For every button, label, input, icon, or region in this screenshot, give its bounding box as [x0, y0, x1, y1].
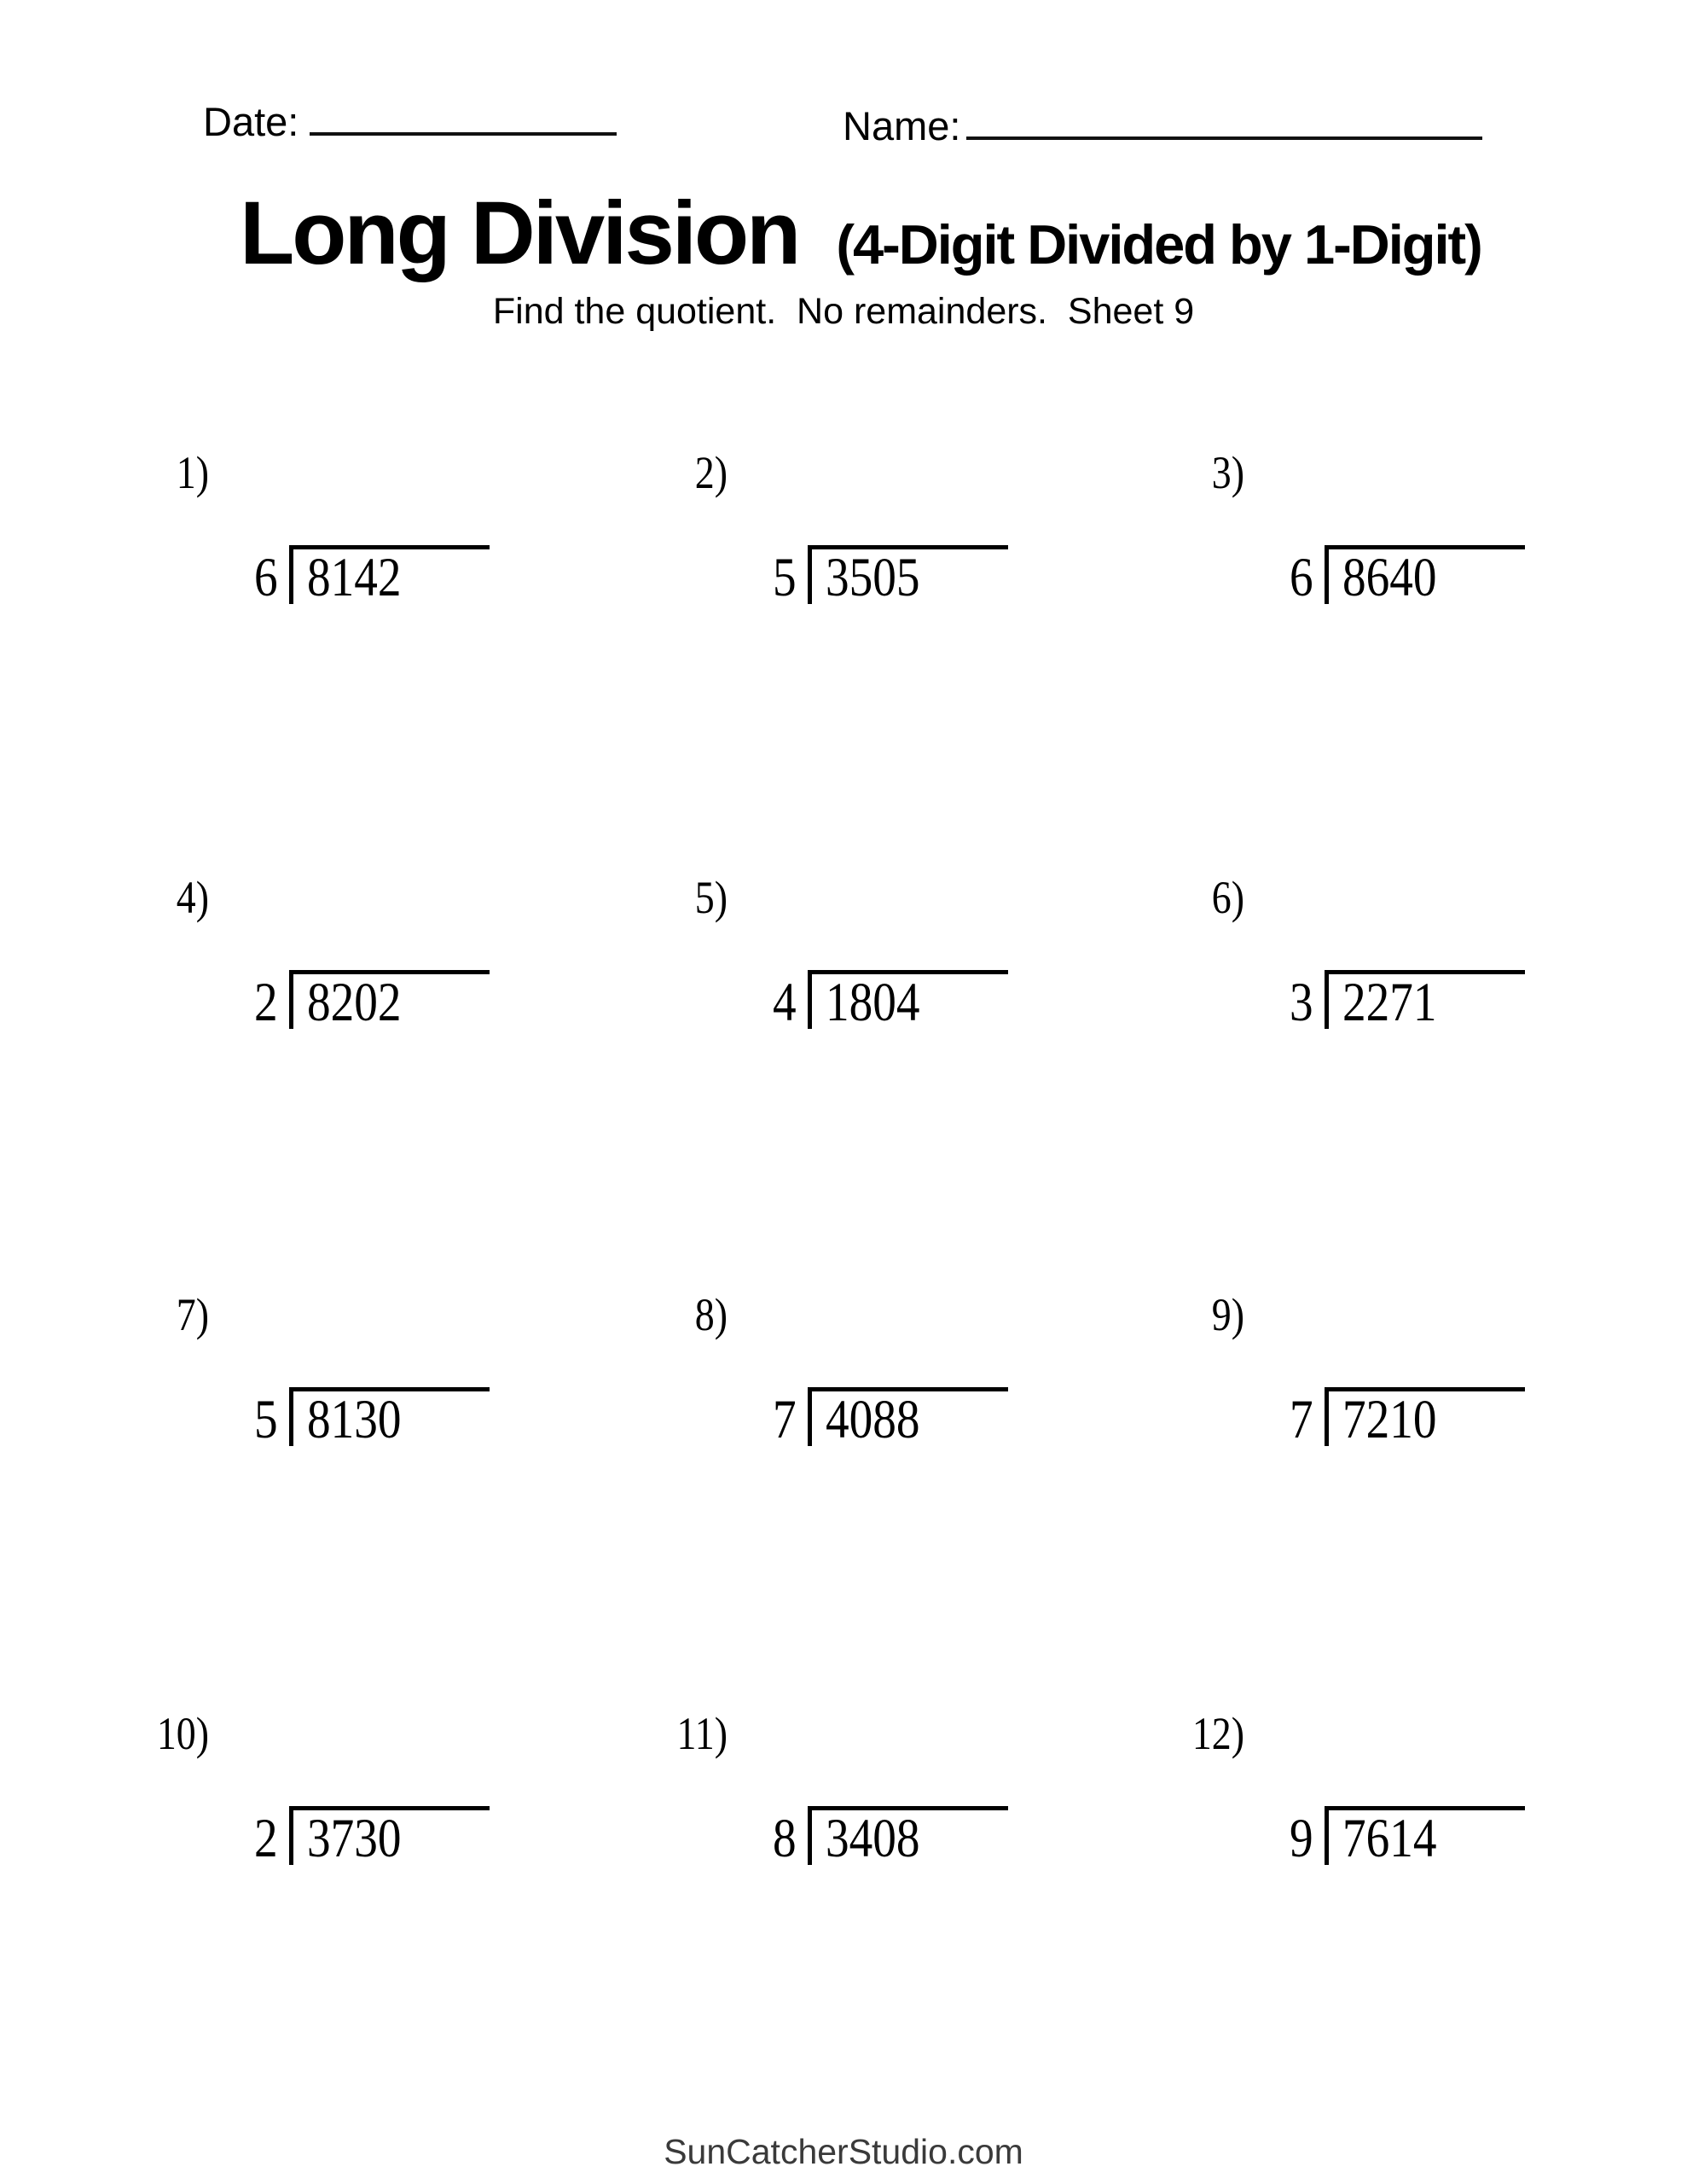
problem-6 [1163, 874, 1667, 1071]
division-expression [1290, 1806, 1525, 1869]
divisor: 6 [1290, 547, 1313, 608]
problem-1 [128, 447, 631, 646]
problem-5 [646, 874, 1150, 1071]
instructions: Find the quotient. No remainders. Sheet 9 [492, 291, 1195, 332]
problem-11 [646, 1708, 1150, 1907]
division-expression [773, 1806, 1008, 1869]
division-bracket [289, 545, 490, 608]
division-bracket [1325, 1806, 1525, 1869]
problem-number: 7) [176, 1289, 209, 1340]
divisor: 3 [1290, 972, 1313, 1033]
divisor: 2 [254, 1808, 278, 1869]
division-bracket [808, 970, 1008, 1033]
division-expression [1290, 970, 1525, 1033]
dividend: 8142 [306, 547, 401, 608]
problem-10 [128, 1708, 631, 1907]
title-row [0, 183, 1687, 283]
division-bracket [808, 1806, 1008, 1869]
division-expression [773, 1387, 1008, 1450]
division-bracket [289, 1387, 490, 1450]
date-label: Date: [203, 99, 299, 144]
dividend: 3408 [825, 1808, 919, 1869]
divisor: 8 [773, 1808, 797, 1869]
dividend: 2271 [1342, 972, 1436, 1033]
division-bracket [1325, 970, 1525, 1033]
division-expression [254, 970, 490, 1033]
dividend: 7210 [1342, 1389, 1436, 1450]
division-expression [773, 970, 1008, 1033]
division-bracket [289, 970, 490, 1033]
divisor: 5 [254, 1389, 278, 1450]
problem-number: 9) [1211, 1289, 1244, 1340]
division-bracket [1325, 545, 1525, 608]
divisor: 6 [254, 547, 278, 608]
divisor: 2 [254, 972, 278, 1033]
division-bracket [808, 545, 1008, 608]
problem-4 [128, 874, 631, 1071]
dividend: 1804 [825, 972, 919, 1033]
dividend: 8640 [1342, 547, 1436, 608]
problem-number: 1) [176, 447, 209, 498]
name-label: Name: [843, 103, 961, 148]
divisor: 9 [1290, 1808, 1313, 1869]
division-bracket [808, 1387, 1008, 1450]
dividend: 7614 [1342, 1808, 1436, 1869]
divisor: 7 [1290, 1389, 1313, 1450]
dividend: 3505 [825, 547, 919, 608]
division-bracket [289, 1806, 490, 1869]
division-expression [773, 545, 1008, 608]
problem-number: 5) [694, 872, 728, 923]
problem-8 [646, 1289, 1150, 1488]
division-bracket [1325, 1387, 1525, 1450]
page-title-suffix: (4-Digit Divided by 1-Digit) [836, 213, 1481, 276]
problem-7 [128, 1289, 631, 1488]
division-expression [254, 1387, 490, 1450]
problem-number: 10) [156, 1708, 209, 1759]
division-expression [254, 1806, 490, 1869]
problem-number: 2) [694, 447, 728, 498]
problem-12 [1163, 1708, 1667, 1907]
dividend: 8202 [306, 972, 401, 1033]
problem-number: 12) [1191, 1708, 1244, 1759]
division-expression [254, 545, 490, 608]
name-blank-line [966, 136, 1482, 140]
problem-number: 8) [694, 1289, 728, 1340]
date-blank-line [310, 132, 617, 136]
dividend: 4088 [825, 1389, 919, 1450]
dividend: 8130 [306, 1389, 401, 1450]
divisor: 4 [773, 972, 797, 1033]
problem-number: 4) [176, 872, 209, 923]
page-title: Long Division [240, 183, 799, 283]
problem-9 [1163, 1289, 1667, 1488]
division-expression [1290, 1387, 1525, 1450]
problem-number: 6) [1211, 872, 1244, 923]
dividend: 3730 [306, 1808, 401, 1869]
problem-number: 3) [1211, 447, 1244, 498]
footer-site: SunCatcherStudio.com [664, 2132, 1023, 2171]
division-expression [1290, 545, 1525, 608]
problem-3 [1163, 447, 1667, 646]
problem-number: 11) [676, 1708, 728, 1759]
divisor: 5 [773, 547, 797, 608]
problem-2 [646, 447, 1150, 646]
divisor: 7 [773, 1389, 797, 1450]
